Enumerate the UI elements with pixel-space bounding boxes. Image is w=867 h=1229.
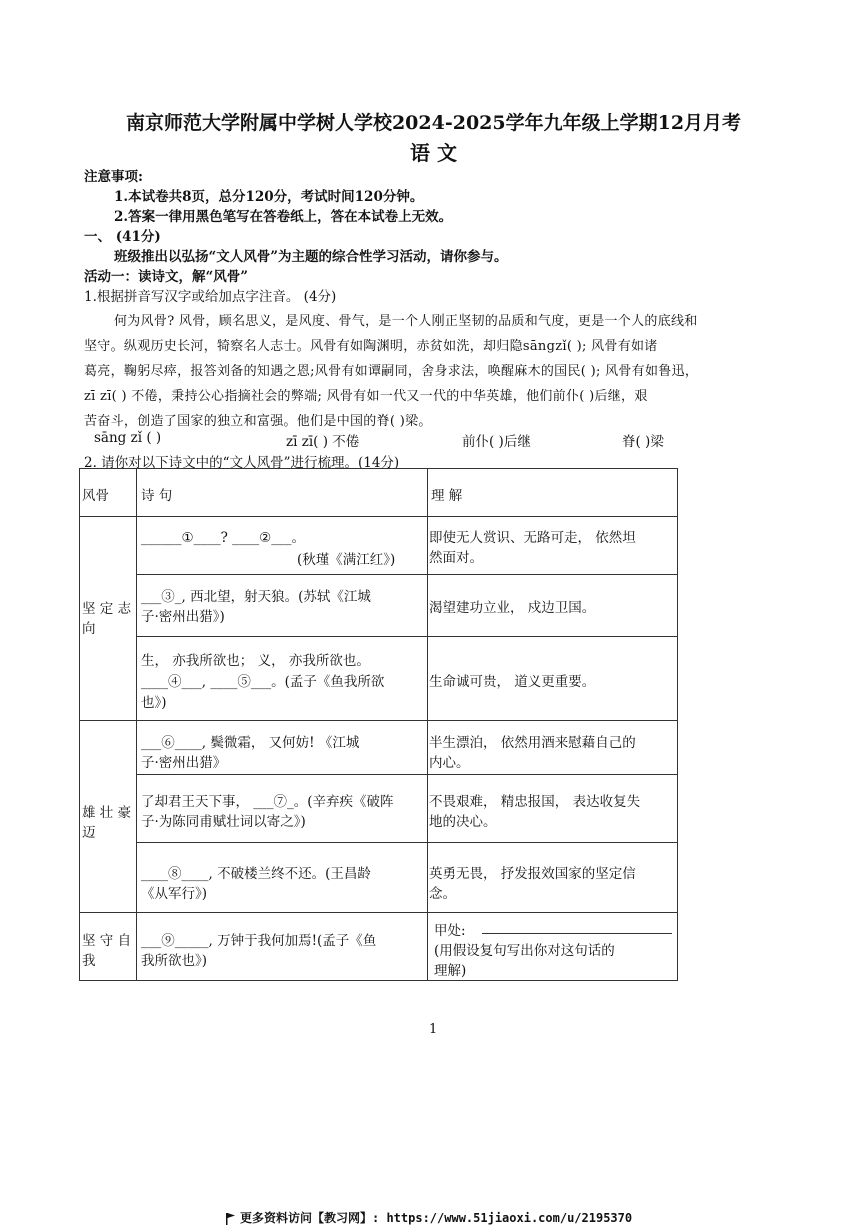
- verse-blank[interactable]: ___⑨_____, 万钟于我何加焉!(孟子《鱼: [141, 933, 377, 949]
- verse-blank[interactable]: 了却君王天下事， ___⑦_。(辛弃疾《破阵: [141, 794, 394, 810]
- table-row: [80, 843, 678, 913]
- passage-line-2: 坚守。纵观历史长河，犄察名人志士。风骨有如陶渊明，赤贫如洗，却归隐sāngzǐ( ); 风骨有如诸: [84, 339, 658, 354]
- meaning-text: 半生漂泊， 依然用酒来慰藉自己的: [429, 735, 636, 751]
- subject-title: 语 文: [410, 141, 457, 165]
- verse-blank[interactable]: ___⑥____, 鬓微霜， 又何妨! 《江城: [141, 735, 360, 751]
- passage-line-5: 苦奋斗，创造了国家的独立和富强。他们是中国的脊( )梁。: [84, 414, 432, 429]
- answer-line-jiachu[interactable]: [482, 933, 672, 934]
- meaning-text: 念。: [429, 886, 456, 902]
- meaning-text: 地的决心。: [429, 814, 497, 830]
- header-verse: 诗 句: [141, 488, 173, 504]
- meaning-text: 即使无人赏识、无路可走， 依然坦: [429, 530, 636, 546]
- meaning-text: 渴望建功立业， 戍边卫国。: [429, 600, 596, 616]
- verse-source: 我所欲也》): [141, 953, 208, 969]
- page-number: 1: [429, 1022, 438, 1037]
- note-1: 1.本试卷共8页，总分120分，考试时间120分钟。: [114, 189, 424, 205]
- verse-blank[interactable]: ____④___, ____⑤___。(孟子《鱼我所欲: [141, 674, 385, 690]
- meaning-text: 内心。: [429, 755, 470, 771]
- category-label: 我: [82, 953, 96, 969]
- verse-source: 子·为陈同甫赋壮词以寄之》): [141, 814, 306, 830]
- activity-intro: 班级推出以弘扬“文人风骨”为主题的综合性学习活动，请你参与。: [114, 249, 508, 265]
- section-one-heading: 一、 (41分): [84, 229, 161, 245]
- activity-one-heading: 活动一：读诗文，解“风骨”: [84, 269, 249, 285]
- answer-jiliang[interactable]: 脊( )梁: [622, 434, 664, 450]
- answer-sangzi[interactable]: sāng zǐ ( ): [94, 430, 162, 446]
- verse-source: 子·密州出猎》: [141, 755, 227, 771]
- question-1-prompt: 1.根据拼音写汉字或给加点字注音。 (4分): [84, 289, 337, 305]
- answer-qianpu[interactable]: 前仆( )后继: [462, 434, 531, 450]
- table-header-row: [80, 469, 678, 517]
- fenggu-table: [79, 468, 678, 981]
- verse-source: 子·密州出猎》): [141, 609, 225, 625]
- passage-line-1: 何为风骨? 风骨，顾名思义，是风度、骨气，是一个人刚正坚韧的品质和气度，更是一个人的底线和: [114, 314, 698, 329]
- answer-instruction: (用假设复句写出你对这句话的: [434, 943, 615, 959]
- passage-line-4: zī zī( ) 不倦，秉持公心指摘社会的弊端; 风骨有如一代又一代的中华英雄，他们前仆( )后继，艰: [84, 389, 648, 404]
- verse-blank[interactable]: ___③_, 西北望，射天狼。(苏轼《江城: [141, 589, 371, 605]
- meaning-text: 英勇无畏， 抒发报效国家的坚定信: [429, 866, 636, 882]
- table-row: [80, 721, 678, 775]
- footer-link[interactable]: 更多资料访问【教习网】: https://www.51jiaoxi.com/u/2195370: [240, 1211, 633, 1225]
- answer-zizi[interactable]: zī zī( ) 不倦: [286, 434, 360, 450]
- flag-icon: [226, 1210, 236, 1222]
- verse-source: 也》): [141, 695, 167, 711]
- category-label: 坚 守 自: [82, 933, 132, 949]
- table-row: [80, 913, 678, 981]
- table-row: [80, 517, 678, 575]
- verse-source: 《从军行》): [141, 886, 208, 902]
- table-row: [80, 637, 678, 721]
- table-row: [80, 775, 678, 843]
- passage-line-3: 葛亮，鞠躬尽瘁，报答刘备的知遇之恩;风骨有如谭嗣同，舍身求法，唤醒麻木的国民( ); 风骨有如鲁迅，: [84, 364, 699, 379]
- header-fenggu: 风骨: [82, 488, 109, 504]
- answer-instruction: 理解): [434, 963, 467, 979]
- category-label: 迈: [82, 825, 96, 841]
- notes-heading: 注意事项:: [84, 169, 143, 185]
- answer-label-jiachu: 甲处:: [434, 923, 466, 939]
- category-label: 雄 壮 豪: [82, 805, 132, 821]
- verse-blank[interactable]: ____⑧____, 不破楼兰终不还。(王昌龄: [141, 866, 371, 882]
- verse-blank[interactable]: ______①____? ____②___。: [141, 530, 305, 546]
- meaning-text: 生命诚可贵， 道义更重要。: [429, 674, 596, 690]
- category-label: 坚 定 志: [82, 601, 132, 617]
- verse-text: 生， 亦我所欲也； 义， 亦我所欲也。: [141, 653, 370, 669]
- verse-source: (秋瑾《满江红》): [297, 552, 396, 568]
- table-row: [80, 575, 678, 637]
- header-meaning: 理 解: [431, 488, 463, 504]
- document-title: 南京师范大学附属中学树人学校2024-2025学年九年级上学期12月月考: [125, 112, 742, 134]
- question-2-prompt: 2. 请你对以下诗文中的“文人风骨”进行梳理。(14分): [84, 455, 400, 471]
- meaning-text: 然面对。: [429, 550, 483, 566]
- meaning-text: 不畏艰难， 精忠报国， 表达收复失: [429, 794, 641, 810]
- note-2: 2.答案一律用黑色笔写在答卷纸上，答在本试卷上无效。: [114, 209, 453, 225]
- category-label: 向: [82, 621, 96, 637]
